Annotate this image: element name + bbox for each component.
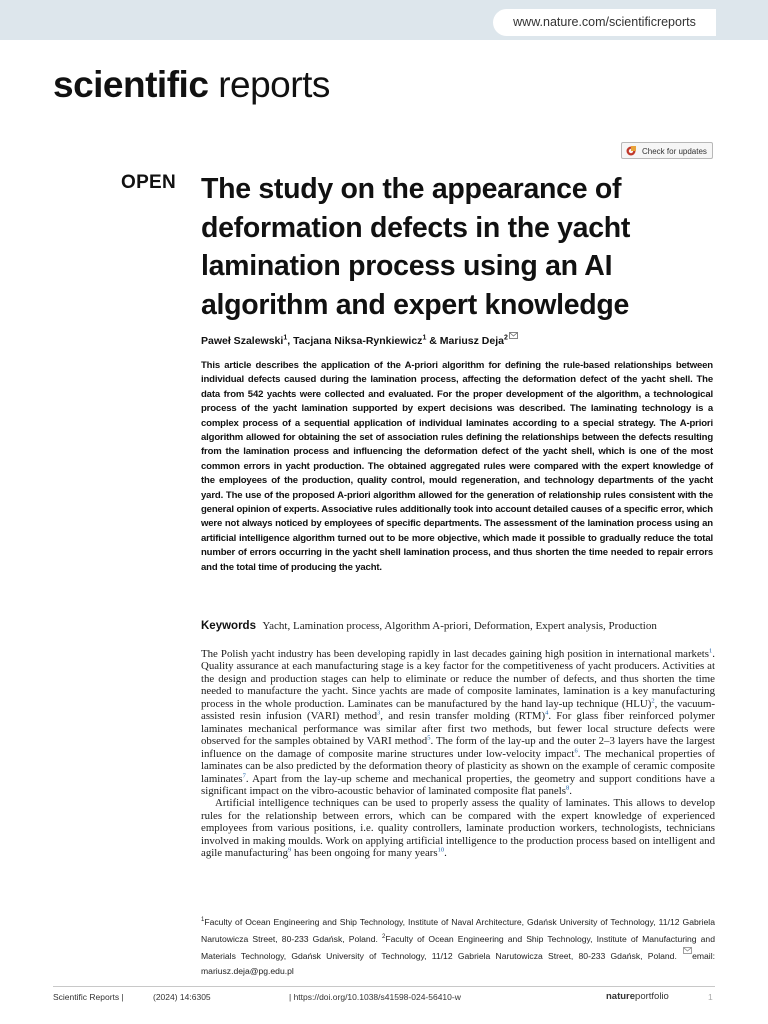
page-footer	[53, 992, 715, 1006]
publisher-logo: natureportfolio	[606, 991, 669, 1002]
affiliation-marker: 2	[503, 334, 508, 342]
author-name[interactable]: Mariusz Deja	[439, 335, 504, 347]
reference-link[interactable]: 1	[709, 647, 713, 655]
top-bar	[0, 0, 768, 40]
logo-bold-text: scientific	[53, 64, 209, 105]
open-access-label: OPEN	[121, 172, 177, 193]
body-paragraph-2: Artificial intelligence techniques can be used to properly assess the quality of laminates. This allows to develop rules for the relationship between errors, which can be compared with the expert knowledge of experienced employees from various positions, i.e. quality controllers, laminate production workers, technologists, technicians involved in making moulds. Work on applying artificial intelligence to the production process based on intelligent and agile manufacturing$^9$ has been ongoing for many years$^{10}$.	[201, 797, 715, 860]
footer-journal: Scientific Reports |	[53, 992, 124, 1002]
footer-doi-link[interactable]: | https://doi.org/10.1038/s41598-024-56410-w	[289, 992, 461, 1002]
keywords-heading: Keywords	[201, 620, 256, 632]
affiliation-marker: 1	[422, 334, 427, 342]
footer-volume: (2024) 14:6305	[153, 992, 211, 1002]
author-name[interactable]: Tacjana Niksa-Rynkiewicz	[293, 335, 423, 347]
reference-link[interactable]: 8	[565, 784, 570, 792]
check-for-updates-button[interactable]	[621, 142, 713, 159]
author-list: Paweł Szalewski$^1$, Tacjana Niksa-Rynkiewicz$^1$ & Mariusz Deja$^2$	[201, 332, 518, 347]
refresh-icon	[626, 146, 636, 156]
author-name[interactable]: Paweł Szalewski	[201, 335, 284, 347]
reference-link[interactable]: 2	[651, 697, 655, 705]
affiliations-footnote: $^1$Faculty of Ocean Engineering and Ship Technology, Institute of Naval Architecture, Gdańsk University of Technology, 11/12 Gabriela Narutowicza Street, 80-233 Gdańsk, Poland. $^2$Faculty of Ocean Engineering and Ship Technology, Institute of Manufacturing and Materials Technology, Gdańsk University of Technology, 11/12 Gabriela Narutowicza Street, 80-233 Gdańsk, Poland. email: mariusz.deja@pg.edu.pl	[201, 916, 715, 977]
abstract: This article describes the application of the A-priori algorithm for defining the rule-based relationships between individual defects caused during the lamination process, affecting the deformation defect of the yacht shell. The data from 542 yachts were collected and evaluated. For the proper development of the algorithm, a technological process of the yacht lamination supported by expert decisions was described. The laminating technology is a complex process of a sequential application of individual laminates according to a special strategy. The A-priori algorithm allowed for obtaining the set of association rules defining the relationships between the defects resulting from the lamination process and influencing the deformation defect of the yacht shell, which is one of the most common errors in yacht production. The obtained aggregated rules were compared with the expert knowledge of the employees of the production, quality control, mould regeneration, and technology departments of the yacht yard. The use of the proposed A-priori algorithm allowed for the generation of relationship rules consistent with the general opinion of experts. Associative rules additionally took into account detailed causes of a specific error, which were not always noticed by employees of specific departments. The assessment of the lamination process using an artificial intelligence algorithm turned out to be more objective, which made it possible to gradually reduce the total number of errors occurring in the yacht shell lamination process, and thus shorten the time needed to repair errors and the total time of producing the yacht.	[201, 360, 713, 573]
article-body	[201, 648, 715, 860]
reference-link[interactable]: 9	[288, 846, 292, 854]
reference-link[interactable]: 7	[242, 771, 246, 779]
keywords-line	[201, 620, 721, 632]
article-title: The study on the appearance of deformation defects in the yacht lamination process using an AI algorithm and expert knowledge	[201, 173, 631, 321]
keywords-list: Yacht, Lamination process, Algorithm A-priori, Deformation, Expert analysis, Production	[262, 620, 657, 632]
journal-url-link[interactable]: www.nature.com/scientificreports	[493, 9, 716, 36]
reference-link[interactable]: 3	[377, 709, 381, 717]
reference-link[interactable]: 10	[437, 846, 445, 854]
envelope-icon[interactable]	[509, 332, 518, 339]
page-number: 1	[708, 992, 713, 1002]
corresponding-email[interactable]: email: mariusz.deja@pg.edu.pl	[201, 951, 715, 977]
journal-logo[interactable]	[53, 64, 330, 106]
reference-link[interactable]: 6	[574, 747, 578, 755]
envelope-icon	[683, 947, 692, 954]
affiliation-marker: 1	[283, 334, 288, 342]
check-for-updates-label: Check for updates	[642, 147, 707, 156]
body-paragraph-1: The Polish yacht industry has been developing rapidly in last decades gaining high position in international markets$^1$. Quality assurance at each manufacturing stage is a key factor for the competitiveness of yacht producers. Activities at the design and production stages can help to eliminate or reduce the number of defects, and thus shorten the time needed to manufacture the yacht. Since yachts are made of composite laminates, lamination is a key manufacturing process in the whole production. Laminates can be manufactured by the hand lay-up technique (HLU)$^2$, the vacuum-assisted resin infusion (VARI) method$^3$, and resin transfer molding (RTM)$^4$. For glass fiber reinforced polymer laminates mechanical performance was similar after first two methods, but fewer local structure defects were observed for the samples obtained by VARI method$^5$. The form of the lay-up and the outer 2–3 layers have the largest influence on the damage of composite marine structures under low-velocity impact$^6$. The mechanical properties of laminates can be also predicted by the deformation theory of plasticity as shown on the example of ceramic composite laminates$^7$. Apart from the lay-up scheme and mechanical properties, the geometry and support conditions have a significant impact on the vibro-acoustic behavior of laminated composite flat panels$^8$.	[201, 647, 716, 797]
reference-link[interactable]: 5	[427, 734, 431, 742]
logo-light-text: reports	[218, 64, 330, 105]
footer-divider	[53, 986, 715, 987]
reference-link[interactable]: 4	[545, 709, 549, 717]
